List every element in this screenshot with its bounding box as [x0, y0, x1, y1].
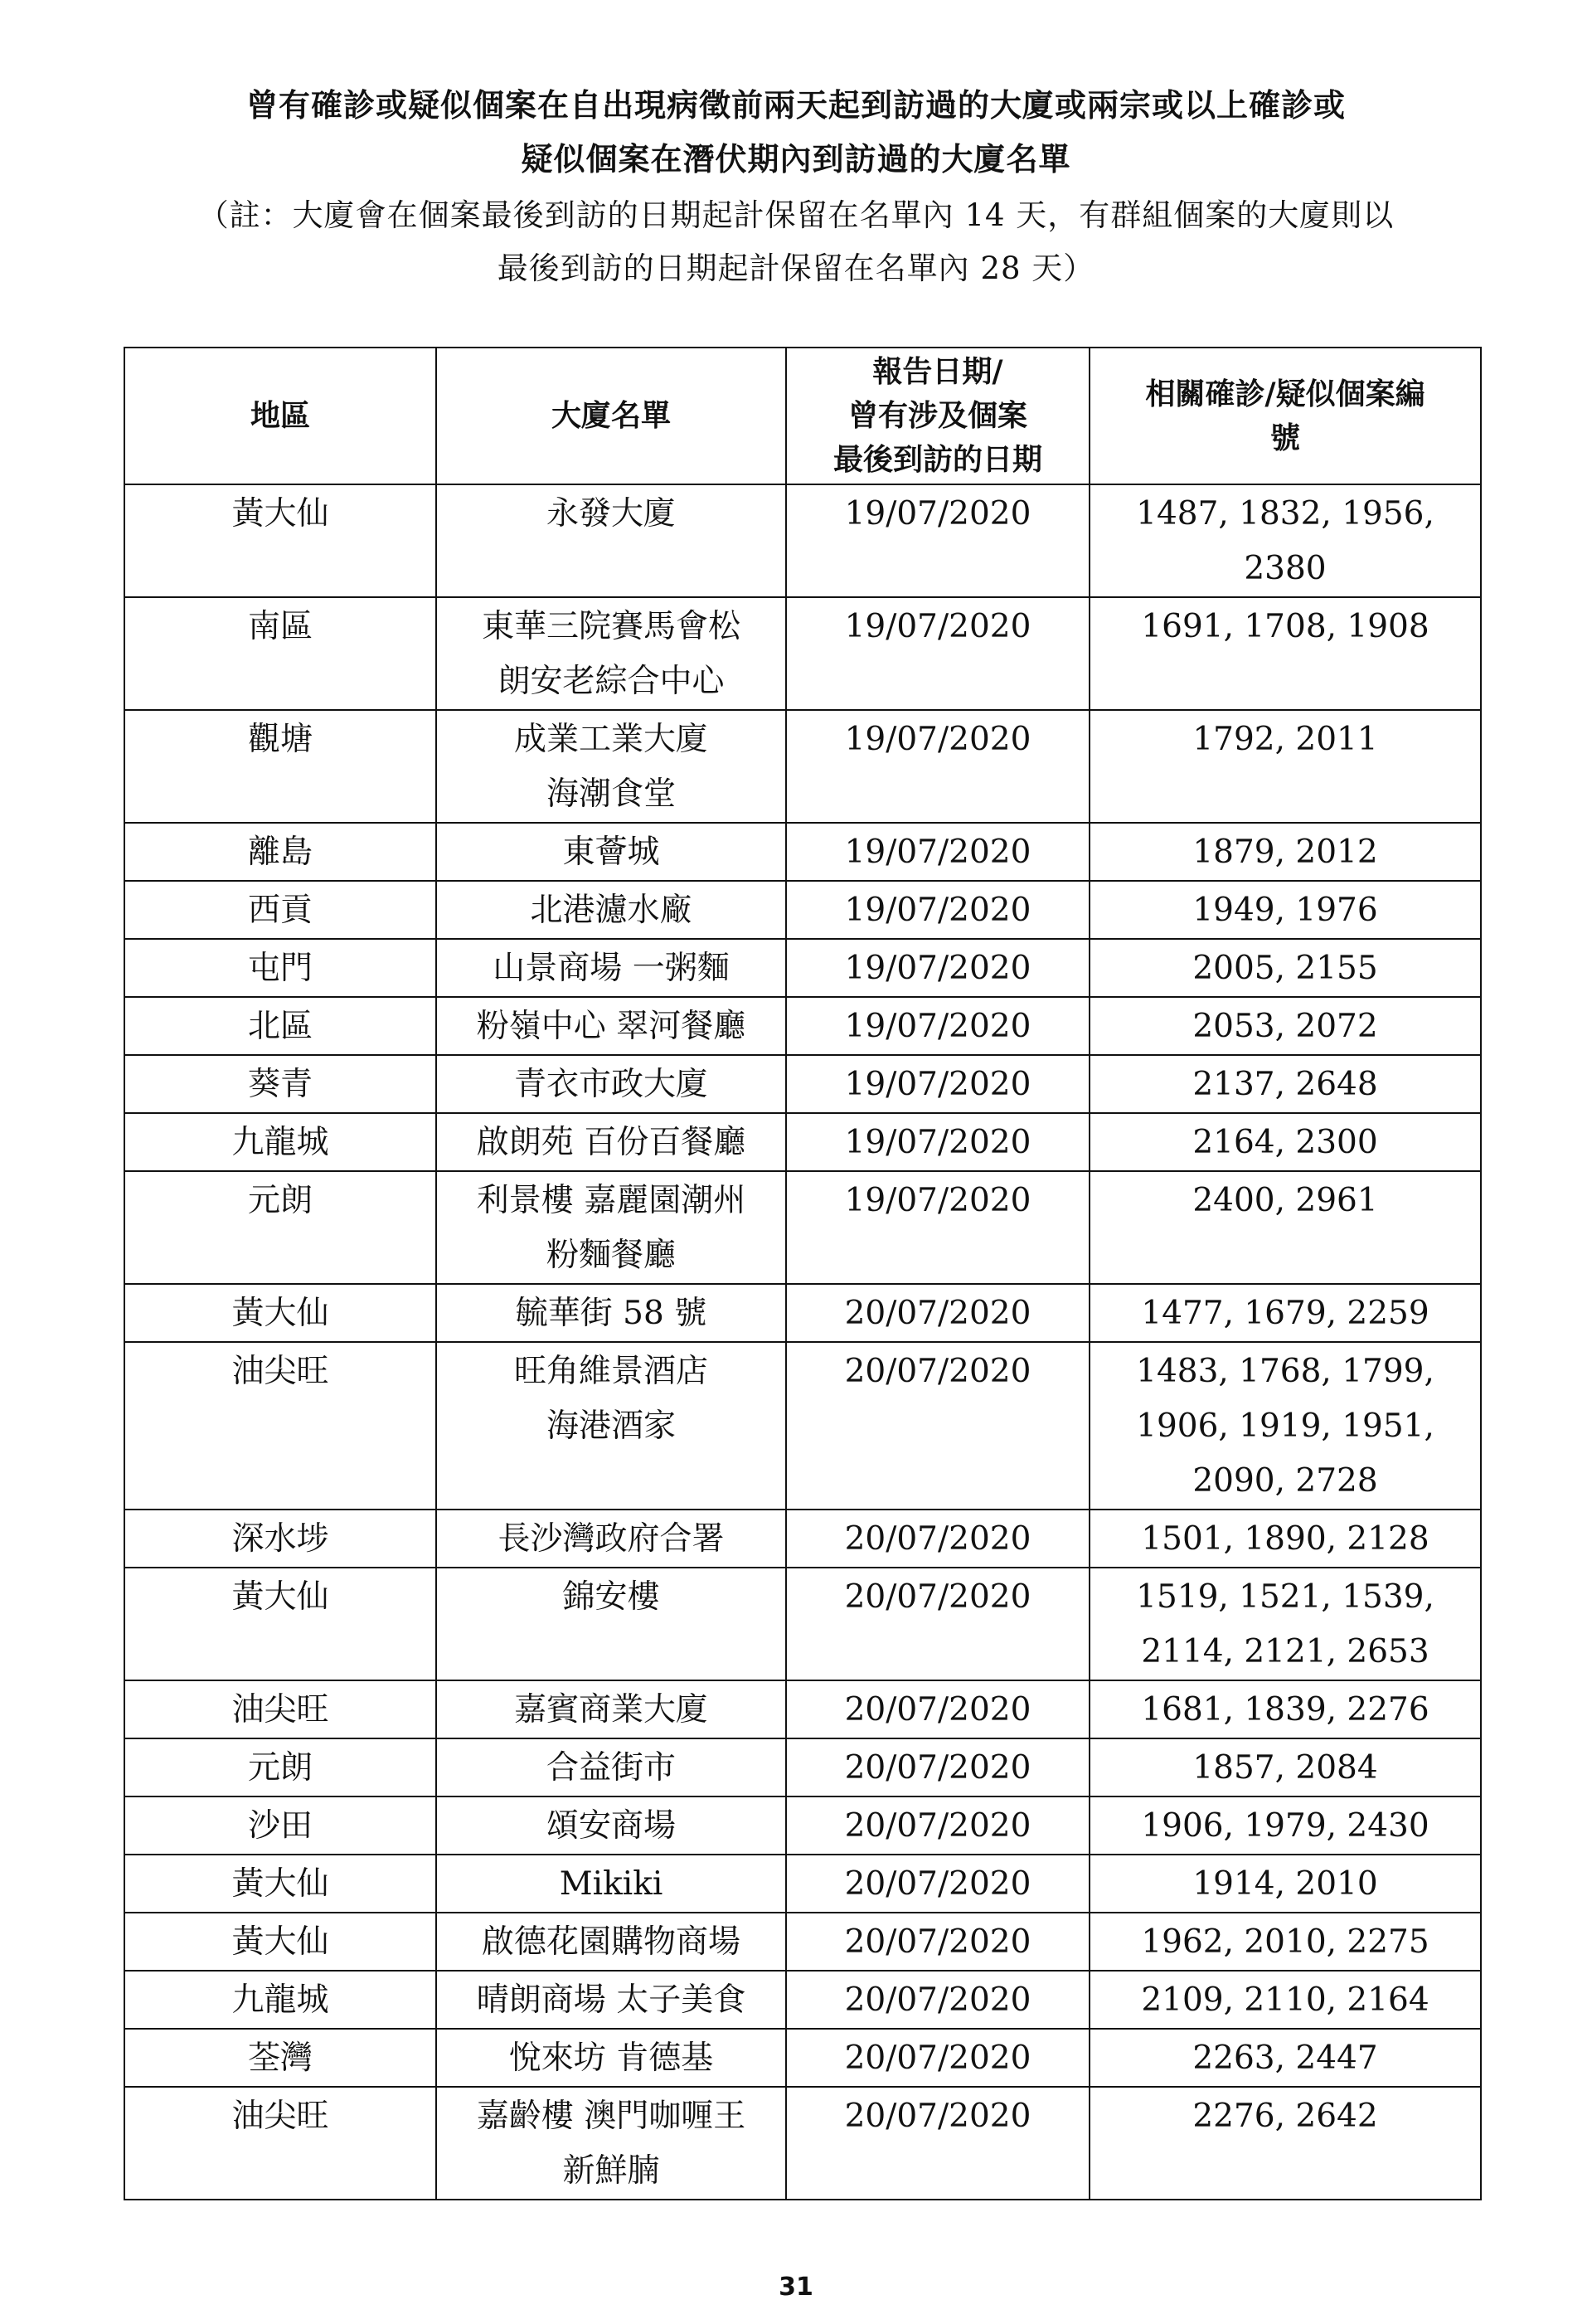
building-name-line: 青衣市政大廈	[513, 1066, 708, 1103]
case-numbers-cell	[1090, 823, 1481, 881]
building-name-line: 嘉齡樓 澳門咖喱王	[476, 2098, 746, 2135]
table-row	[124, 597, 1481, 710]
building-cell	[436, 2087, 786, 2200]
district-cell: 黃大仙	[124, 1855, 436, 1913]
document-title-line-2: 疑似個案在潛伏期內到訪過的大廈名單	[521, 140, 1071, 177]
date-cell: 20/07/2020	[786, 1971, 1090, 2029]
date-cell: 19/07/2020	[786, 997, 1090, 1055]
building-name-line: 錦安樓	[562, 1578, 660, 1616]
case-numbers-line: 1681, 1839, 2276	[1141, 1691, 1429, 1728]
case-numbers-line: 2090, 2728	[1192, 1462, 1378, 1500]
building-cell	[436, 1510, 786, 1568]
building-name-line: 晴朗商場 太子美食	[476, 1981, 746, 2019]
case-numbers-line: 2137, 2648	[1192, 1066, 1378, 1103]
case-numbers-line: 1487, 1832, 1956,	[1136, 495, 1434, 532]
column-header-date	[786, 348, 1090, 484]
table-row	[124, 939, 1481, 997]
case-numbers-line: 1792, 2011	[1192, 721, 1378, 758]
case-numbers-cell	[1090, 1284, 1481, 1342]
table-row	[124, 823, 1481, 881]
building-cell	[436, 881, 786, 939]
building-name-line: 啟德花園購物商場	[481, 1923, 740, 1961]
case-numbers-line: 1914, 2010	[1192, 1865, 1378, 1903]
case-numbers-line: 1879, 2012	[1192, 834, 1378, 871]
building-list-table	[124, 347, 1482, 2200]
building-name-line: 朗安老綜合中心	[498, 663, 725, 700]
case-numbers-cell	[1090, 597, 1481, 710]
column-header-line: 最後到訪的日期	[832, 442, 1042, 477]
building-name-line: 海港酒家	[546, 1408, 676, 1445]
case-numbers-cell	[1090, 1855, 1481, 1913]
table-row	[124, 1113, 1481, 1171]
case-numbers-line: 1906, 1919, 1951,	[1136, 1408, 1434, 1445]
building-name-line: 北港濾水廠	[530, 892, 692, 929]
building-name-line: 合益街市	[546, 1749, 676, 1787]
column-header-line: 報告日期/	[872, 354, 1003, 389]
building-cell	[436, 1171, 786, 1284]
building-name-line: 新鮮腩	[562, 2152, 660, 2190]
district-cell: 元朗	[124, 1171, 436, 1284]
date-cell: 19/07/2020	[786, 484, 1090, 597]
building-cell	[436, 1913, 786, 1971]
retention-note-line-1: （註：大廈會在個案最後到訪的日期起計保留在名單內 14 天，有群組個案的大廈則以	[197, 197, 1395, 233]
building-cell	[436, 823, 786, 881]
table-row	[124, 997, 1481, 1055]
case-numbers-cell	[1090, 1055, 1481, 1113]
date-cell: 20/07/2020	[786, 1510, 1090, 1568]
date-cell: 19/07/2020	[786, 881, 1090, 939]
case-numbers-line: 2276, 2642	[1192, 2098, 1378, 2135]
building-cell	[436, 1738, 786, 1796]
district-cell: 離島	[124, 823, 436, 881]
case-numbers-cell	[1090, 939, 1481, 997]
building-name-line: Mikiki	[559, 1865, 663, 1903]
case-numbers-cell	[1090, 1796, 1481, 1855]
case-numbers-line: 1949, 1976	[1192, 892, 1378, 929]
building-cell	[436, 1568, 786, 1680]
building-cell	[436, 1055, 786, 1113]
case-numbers-line: 2005, 2155	[1192, 950, 1378, 987]
building-cell	[436, 1855, 786, 1913]
case-numbers-line: 2109, 2110, 2164	[1141, 1981, 1429, 2019]
date-cell: 19/07/2020	[786, 1055, 1090, 1113]
date-cell: 19/07/2020	[786, 939, 1090, 997]
case-numbers-line: 2400, 2961	[1192, 1182, 1378, 1219]
building-name-line: 成業工業大廈	[513, 721, 708, 758]
date-cell: 20/07/2020	[786, 2029, 1090, 2087]
case-numbers-cell	[1090, 997, 1481, 1055]
table-row	[124, 881, 1481, 939]
building-name-line: 旺角維景酒店	[513, 1353, 708, 1390]
date-cell: 20/07/2020	[786, 1680, 1090, 1738]
building-name-line: 山景商場 一粥麵	[493, 950, 730, 987]
table-row	[124, 1284, 1481, 1342]
date-cell: 20/07/2020	[786, 1738, 1090, 1796]
case-numbers-cell	[1090, 2029, 1481, 2087]
district-cell: 黃大仙	[124, 1568, 436, 1680]
building-cell	[436, 1342, 786, 1510]
table-header	[124, 348, 1481, 484]
building-name-line: 東薈城	[562, 834, 660, 871]
district-cell: 油尖旺	[124, 1342, 436, 1510]
date-cell: 20/07/2020	[786, 1342, 1090, 1510]
table-body	[124, 484, 1481, 2200]
district-cell: 沙田	[124, 1796, 436, 1855]
building-cell	[436, 2029, 786, 2087]
district-cell: 九龍城	[124, 1971, 436, 2029]
building-name-line: 嘉賓商業大廈	[513, 1691, 708, 1728]
case-numbers-line: 2114, 2121, 2653	[1141, 1633, 1429, 1670]
case-numbers-line: 1906, 1979, 2430	[1141, 1807, 1429, 1845]
table-row	[124, 2029, 1481, 2087]
table-row	[124, 2087, 1481, 2200]
table-row	[124, 1913, 1481, 1971]
date-cell: 19/07/2020	[786, 710, 1090, 823]
case-numbers-line: 1519, 1521, 1539,	[1136, 1578, 1434, 1616]
table-row	[124, 1796, 1481, 1855]
building-name-line: 啟朗苑 百份百餐廳	[476, 1124, 746, 1161]
date-cell: 20/07/2020	[786, 1913, 1090, 1971]
building-name-line: 海潮食堂	[546, 775, 676, 813]
case-numbers-cell	[1090, 1171, 1481, 1284]
column-header-line: 號	[1269, 420, 1300, 455]
page-number: 31	[779, 2273, 813, 2302]
case-numbers-cell	[1090, 710, 1481, 823]
table-row	[124, 1510, 1481, 1568]
district-cell: 屯門	[124, 939, 436, 997]
table-row	[124, 1171, 1481, 1284]
district-cell: 荃灣	[124, 2029, 436, 2087]
case-numbers-cell	[1090, 881, 1481, 939]
case-numbers-cell	[1090, 2087, 1481, 2200]
table-row	[124, 1971, 1481, 2029]
district-cell: 黃大仙	[124, 1913, 436, 1971]
column-header-line: 大廈名單	[551, 398, 671, 433]
building-cell	[436, 1284, 786, 1342]
date-cell: 20/07/2020	[786, 2087, 1090, 2200]
column-header-cases	[1090, 348, 1481, 484]
date-cell: 19/07/2020	[786, 823, 1090, 881]
column-header-line: 相關確診/疑似個案編	[1145, 376, 1425, 411]
column-header-line: 曾有涉及個案	[847, 398, 1027, 433]
case-numbers-cell	[1090, 1738, 1481, 1796]
case-numbers-cell	[1090, 1510, 1481, 1568]
district-cell: 九龍城	[124, 1113, 436, 1171]
building-cell	[436, 597, 786, 710]
district-cell: 北區	[124, 997, 436, 1055]
building-cell	[436, 1796, 786, 1855]
case-numbers-line: 1857, 2084	[1192, 1749, 1378, 1787]
date-cell: 19/07/2020	[786, 597, 1090, 710]
table-row	[124, 1055, 1481, 1113]
district-cell: 黃大仙	[124, 484, 436, 597]
case-numbers-line: 2380	[1244, 550, 1327, 587]
district-cell: 西貢	[124, 881, 436, 939]
building-name-line: 悅來坊 肯德基	[508, 2040, 714, 2077]
case-numbers-line: 2053, 2072	[1192, 1008, 1378, 1045]
building-cell	[436, 1680, 786, 1738]
building-name-line: 永發大廈	[546, 495, 676, 532]
building-name-line: 長沙灣政府合署	[498, 1520, 725, 1558]
district-cell: 深水埗	[124, 1510, 436, 1568]
case-numbers-cell	[1090, 1113, 1481, 1171]
building-name-line: 粉嶺中心 翠河餐廳	[476, 1008, 746, 1045]
date-cell: 20/07/2020	[786, 1855, 1090, 1913]
case-numbers-line: 1477, 1679, 2259	[1141, 1295, 1429, 1332]
district-cell: 葵青	[124, 1055, 436, 1113]
building-cell	[436, 939, 786, 997]
district-cell: 油尖旺	[124, 1680, 436, 1738]
district-cell: 黃大仙	[124, 1284, 436, 1342]
case-numbers-line: 2263, 2447	[1192, 2040, 1378, 2077]
table-row	[124, 1568, 1481, 1680]
case-numbers-cell	[1090, 1913, 1481, 1971]
table-row	[124, 484, 1481, 597]
document-title-line-1: 曾有確診或疑似個案在自出現病徵前兩天起到訪過的大廈或兩宗或以上確診或	[245, 86, 1346, 124]
district-cell: 元朗	[124, 1738, 436, 1796]
column-header-building	[436, 348, 786, 484]
case-numbers-cell	[1090, 1342, 1481, 1510]
date-cell: 19/07/2020	[786, 1171, 1090, 1284]
building-cell	[436, 997, 786, 1055]
building-cell	[436, 484, 786, 597]
column-header-district	[124, 348, 436, 484]
date-cell: 20/07/2020	[786, 1796, 1090, 1855]
column-header-line: 地區	[250, 398, 310, 433]
building-cell	[436, 710, 786, 823]
case-numbers-cell	[1090, 1680, 1481, 1738]
table-row	[124, 1342, 1481, 1510]
date-cell: 20/07/2020	[786, 1284, 1090, 1342]
case-numbers-line: 1962, 2010, 2275	[1141, 1923, 1429, 1961]
building-name-line: 毓華街 58 號	[515, 1295, 707, 1332]
table-row	[124, 1738, 1481, 1796]
building-name-line: 粉麵餐廳	[546, 1237, 676, 1274]
case-numbers-cell	[1090, 1568, 1481, 1680]
retention-note-line-2: 最後到訪的日期起計保留在名單內 28 天）	[497, 250, 1095, 286]
case-numbers-line: 1483, 1768, 1799,	[1136, 1353, 1434, 1390]
case-numbers-line: 1501, 1890, 2128	[1141, 1520, 1429, 1558]
case-numbers-line: 2164, 2300	[1192, 1124, 1378, 1161]
case-numbers-line: 1691, 1708, 1908	[1141, 608, 1429, 645]
building-cell	[436, 1113, 786, 1171]
case-numbers-cell	[1090, 1971, 1481, 2029]
date-cell: 19/07/2020	[786, 1113, 1090, 1171]
building-cell	[436, 1971, 786, 2029]
district-cell: 油尖旺	[124, 2087, 436, 2200]
table-header-row	[124, 348, 1481, 484]
case-numbers-cell	[1090, 484, 1481, 597]
building-name-line: 東華三院賽馬會松	[481, 608, 740, 645]
building-name-line: 頌安商場	[546, 1807, 676, 1845]
table-row	[124, 1680, 1481, 1738]
building-name-line: 利景樓 嘉麗園潮州	[476, 1182, 746, 1219]
table-row	[124, 1855, 1481, 1913]
district-cell: 南區	[124, 597, 436, 710]
table-row	[124, 710, 1481, 823]
district-cell: 觀塘	[124, 710, 436, 823]
date-cell: 20/07/2020	[786, 1568, 1090, 1680]
